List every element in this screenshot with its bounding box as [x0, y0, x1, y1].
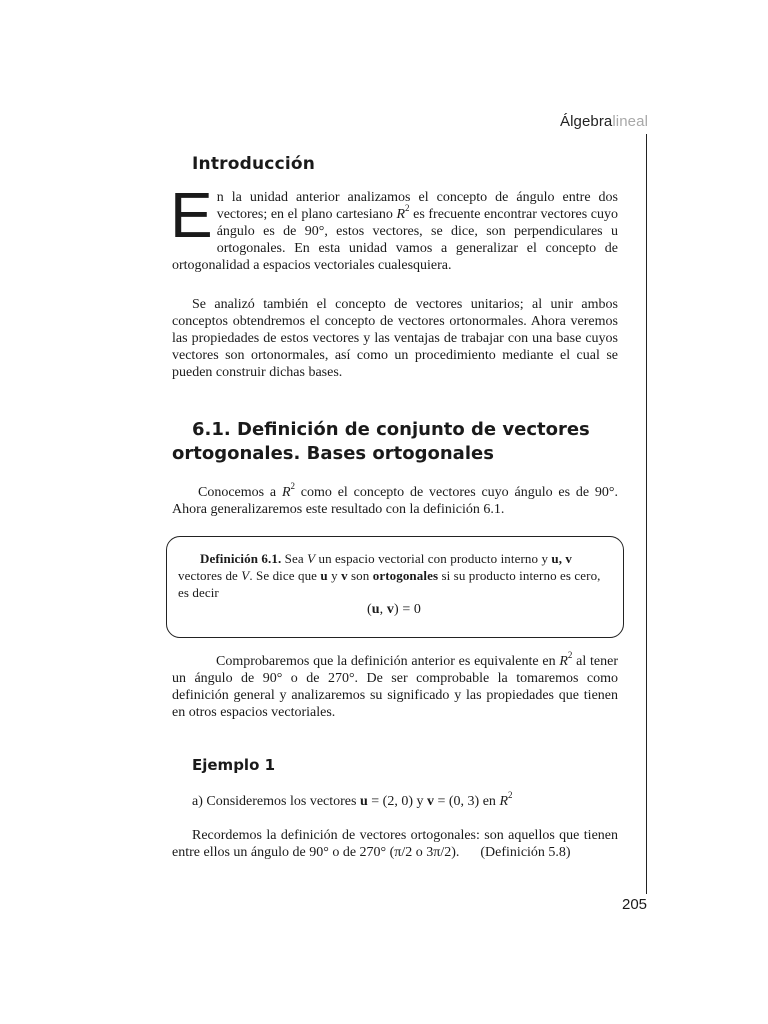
- example-heading: Ejemplo 1: [192, 756, 276, 774]
- comparison-paragraph: Comprobaremos que la definición anterior es equivalente en $R^2$ al tener un ángulo de 90° o de 270°. De ser comprobable la tomaremos como definición general y analizaremos su significado y las propiedades que tienen en otros espacios vectoriales.: [172, 650, 618, 720]
- intro-paragraph-2: Se analizó también el concepto de vectores unitarios; al unir ambos conceptos obtendremos el concepto de vectores ortonormales. Ahora veremos las propiedades de estos vectores y las ventajas de trabajar con una base cuyos vectores son ortonormales, así como un procedimiento mediante el cual se pueden construir dichas bases.: [172, 297, 618, 380]
- section-heading: [172, 418, 618, 466]
- example-item-a: a) Consideremos los vectores u = (2, 0) y v = (0, 3) en $R^2$: [192, 790, 513, 809]
- definition-equation: (u, v) = 0: [366, 602, 422, 617]
- section-title: Definición de conjunto de vectores ortogonales. Bases ortogonales: [172, 419, 590, 464]
- book-title-part2: lineal: [612, 113, 648, 130]
- intro-heading: Introducción: [192, 154, 316, 174]
- section-paragraph: Conocemos a $R^2$ como el concepto de vectores cuyo ángulo es de 90°. Ahora generalizaremos este resultado con la definición 6.1.: [172, 481, 618, 517]
- definition-reference: (Definición 5.8): [480, 845, 571, 860]
- definition-label: Definición 6.1.: [200, 551, 282, 566]
- book-title-part1: Álgebra: [559, 113, 613, 130]
- section-number: 6.1.: [192, 419, 231, 440]
- book-title: [560, 113, 648, 130]
- example-paragraph: Recordemos la definición de vectores ortogonales: son aquellos que tienen entre ellos un ángulo de 90° o de 270° (π/2 o 3π/2). (Definición 5.8): [172, 828, 618, 860]
- drop-cap: E: [170, 179, 213, 251]
- intro-paragraph-1: En la unidad anterior analizamos el concepto de ángulo entre dos vectores; en el plano cartesiano $R^2$ es frecuente encontrar vectores cuyo ángulo es de 90°, estos vectores, se dice, son perpendiculares u ortogonales. En esta unidad vamos a generalizar el concepto de ortogonalidad a espacios vectoriales cualesquiera.: [170, 179, 618, 273]
- page-number: 205: [622, 896, 648, 913]
- definition-text: Definición 6.1. Sea V un espacio vectorial con producto interno y u, v vectores de V. Se dice que u y v son ortogonales si su producto interno es cero, es decir (u, v) = 0: [178, 550, 610, 618]
- margin-rule: [646, 134, 647, 894]
